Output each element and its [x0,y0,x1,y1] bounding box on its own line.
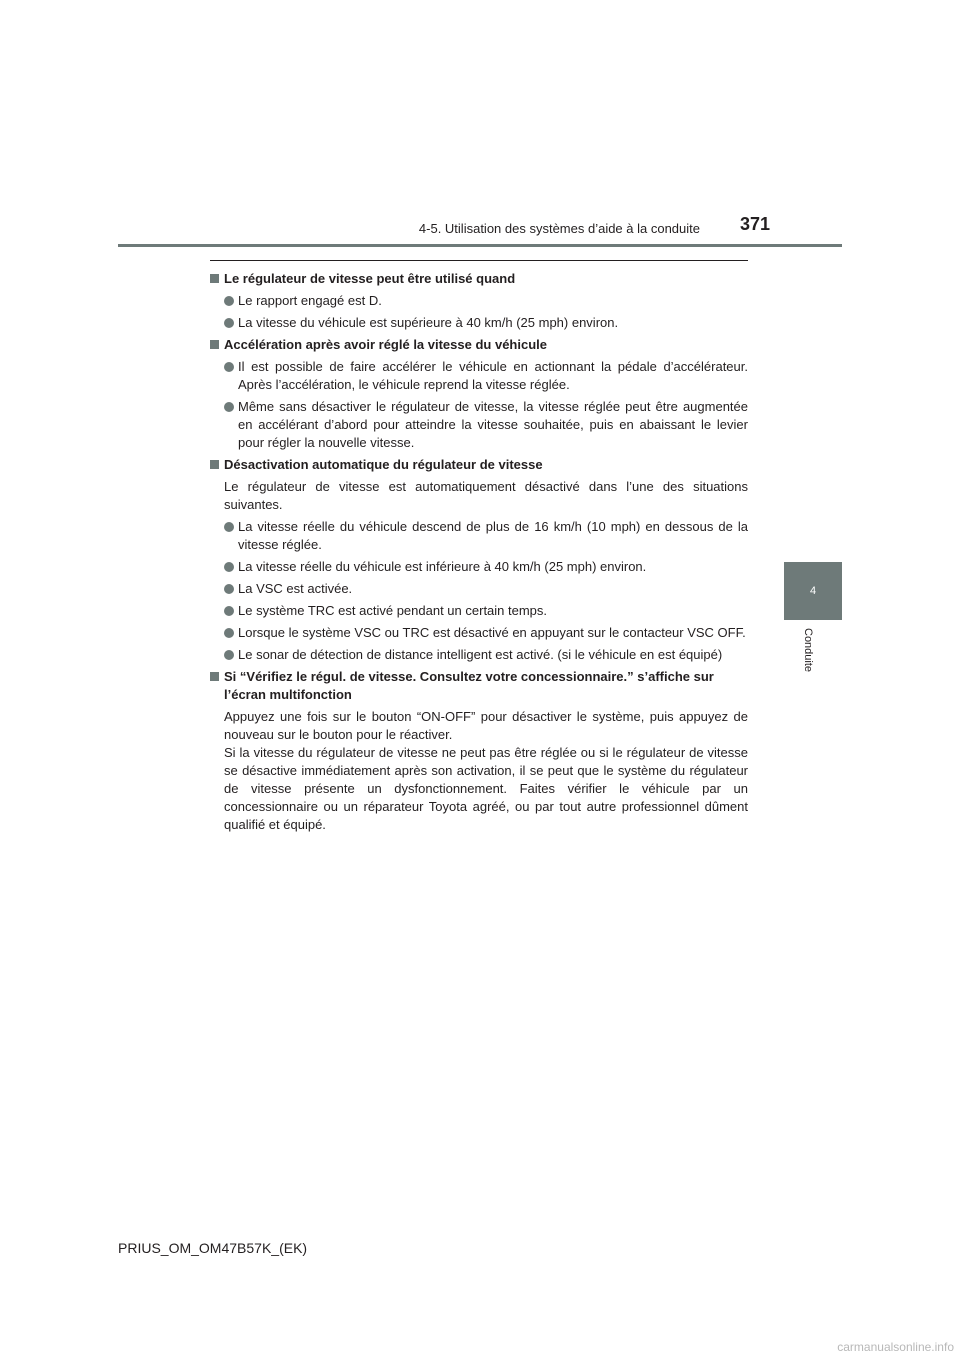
list-item: Lorsque le système VSC ou TRC est désactivé en appuyant sur le contacteur VSC OFF. [210,624,748,642]
section-heading [210,336,748,354]
circle-bullet-icon [224,584,234,594]
page-number: 371 [739,214,770,234]
list-item: Le rapport engagé est D. [210,292,748,310]
circle-bullet-icon [224,522,234,532]
circle-bullet-icon [224,402,234,412]
list-item: Même sans désactiver le régulateur de vitesse, la vitesse réglée peut être augmentée en accélérant d’abord pour atteindre la vitesse souhaitée, puis en abaissant le levier pour régler la nouvelle vitesse. [210,398,748,452]
section-heading [210,668,748,704]
paragraph: Appuyez une fois sur le bouton “ON-OFF” pour désactiver le système, puis appuyez de nouveau sur le bouton pour le réactiver. [224,709,748,742]
list-item: Le système TRC est activé pendant un certain temps. [210,602,748,620]
circle-bullet-icon [224,296,234,306]
chapter-number: 4 [809,585,817,597]
section-rule [210,260,748,261]
footer-document-code: PRIUS_OM_OM47B57K_(EK) [118,1240,308,1256]
page-content [210,270,748,838]
circle-bullet-icon [224,318,234,328]
chapter-label: Conduite [802,628,814,673]
heading-text: Accélération après avoir réglé la vitesse du véhicule [224,337,547,352]
chapter-tab[interactable] [784,562,842,620]
heading-text: Le régulateur de vitesse peut être utilisé quand [224,271,516,286]
header-rule [118,244,842,247]
circle-bullet-icon [224,650,234,660]
section-heading [210,270,748,288]
list-item: La vitesse du véhicule est supérieure à 40 km/h (25 mph) environ. [210,314,748,332]
heading-text: Si “Vérifiez le régul. de vitesse. Consultez votre concessionnaire.” s’affiche sur l’écran multifonction [224,669,714,702]
paragraph: Si la vitesse du régulateur de vitesse ne peut pas être réglée ou si le régulateur de vitesse se désactive immédiatement après son activation, il se peut que le système du régulateur de vitesse présente un dysfonctionnement. Faites vérifier le véhicule par un concessionnaire ou un réparateur Toyota agréé, ou par tout autre professionnel dûment qualifié et équipé. [224,745,748,832]
circle-bullet-icon [224,606,234,616]
square-bullet-icon [210,340,219,349]
list-item: La vitesse réelle du véhicule descend de plus de 16 km/h (10 mph) en dessous de la vitesse réglée. [210,518,748,554]
square-bullet-icon [210,460,219,469]
circle-bullet-icon [224,362,234,372]
list-item: La VSC est activée. [210,580,748,598]
circle-bullet-icon [224,628,234,638]
square-bullet-icon [210,274,219,283]
list-item: Il est possible de faire accélérer le véhicule en actionnant la pédale d’accélérateur. Après l’accélération, le véhicule reprend la vitesse réglée. [210,358,748,394]
watermark: carmanualsonline.info [837,1340,954,1354]
heading-text: Désactivation automatique du régulateur de vitesse [224,457,543,472]
header-section-title: 4-5. Utilisation des systèmes d’aide à la conduite [418,221,700,236]
section-heading [210,456,748,474]
square-bullet-icon [210,672,219,681]
section-intro: Le régulateur de vitesse est automatiquement désactivé dans l’une des situations suivantes. [224,479,748,512]
list-item: La vitesse réelle du véhicule est inférieure à 40 km/h (25 mph) environ. [210,558,748,576]
circle-bullet-icon [224,562,234,572]
list-item: Le sonar de détection de distance intelligent est activé. (si le véhicule en est équipé) [210,646,748,664]
